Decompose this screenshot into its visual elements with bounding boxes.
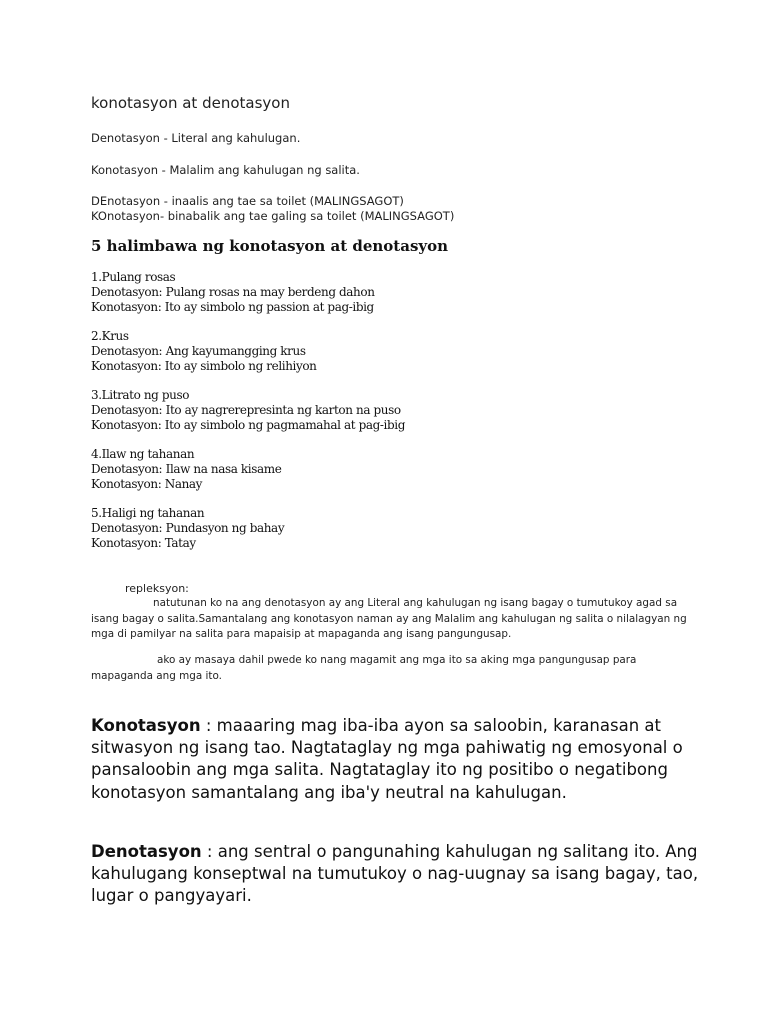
definition-term: Konotasyon xyxy=(91,716,201,735)
example-konotasyon: Konotasyon: Ito ay simbolo ng pagmamahal at pag-ibig xyxy=(91,418,405,432)
konotasyon-definition xyxy=(91,715,711,804)
denotasyon-definition xyxy=(91,841,711,908)
document-title: konotasyon at denotasyon xyxy=(91,94,290,112)
example-item xyxy=(91,447,281,492)
reflection-text: natutunan ko na ang denotasyon ay ang Literal ang kahulugan ng isang bagay o tumutukoy agad sa isang bagay o salita.Samantalang ang konotasyon naman ay ang Malalim ang kahulugan ng salita o nilalagyan ng mga di pamilyar na salita para mapaisip at mapaganda ang isang pangungusap. xyxy=(91,597,687,640)
example-denotasyon: Denotasyon: Ito ay nagrerepresinta ng karton na puso xyxy=(91,403,401,417)
example-konotasyon: Konotasyon: Ito ay simbolo ng passion at pag-ibig xyxy=(91,300,374,314)
example-word: 1.Pulang rosas xyxy=(91,270,176,284)
definition-text: : ang sentral o pangunahing kahulugan ng salitang ito. Ang kahulugang konseptwal na tumutukoy o nag-uugnay sa isang bagay, tao, lugar o pangyayari. xyxy=(91,842,699,906)
definition-konotasyon: Konotasyon - Malalim ang kahulugan ng salita. xyxy=(91,163,360,177)
example-item xyxy=(91,506,284,551)
example-denotasyon: Denotasyon: Pulang rosas na may berdeng dahon xyxy=(91,285,375,299)
examples-heading: 5 halimbawa ng konotasyon at denotasyon xyxy=(91,237,449,255)
example-word: 5.Haligi ng tahanan xyxy=(91,506,205,520)
example-item xyxy=(91,388,405,433)
reflection-label: repleksyon: xyxy=(125,582,189,595)
definition-text: : maaaring mag iba-iba ayon sa saloobin, karanasan at sitwasyon ng isang tao. Nagtataglay ng mga pahiwatig ng emosyonal o pansaloobin ang mga salita. Nagtataglay ito ng positibo o negatibong konotasyon samantalang ang iba'y neutral na kahulugan. xyxy=(91,716,683,802)
definition-denotasyon: Denotasyon - Literal ang kahulugan. xyxy=(91,131,301,145)
example-word: 4.Ilaw ng tahanan xyxy=(91,447,195,461)
example-item xyxy=(91,329,317,374)
example-word: 3.Litrato ng puso xyxy=(91,388,190,402)
example-konotasyon: Konotasyon: Ito ay simbolo ng relihiyon xyxy=(91,359,317,373)
joke-definition-denotasyon: DEnotasyon - inaalis ang tae sa toilet (MALINGSAGOT) xyxy=(91,194,404,208)
reflection-text: ako ay masaya dahil pwede ko nang magamit ang mga ito sa aking mga pangungusap para mapaganda ang mga ito. xyxy=(91,654,637,682)
example-denotasyon: Denotasyon: Ilaw na nasa kisame xyxy=(91,462,282,476)
example-word: 2.Krus xyxy=(91,329,129,343)
example-denotasyon: Denotasyon: Pundasyon ng bahay xyxy=(91,521,285,535)
example-konotasyon: Konotasyon: Nanay xyxy=(91,477,203,491)
definition-term: Denotasyon xyxy=(91,842,202,861)
joke-definition-konotasyon: KOnotasyon- binabalik ang tae galing sa toilet (MALINGSAGOT) xyxy=(91,209,455,223)
reflection-paragraph xyxy=(91,596,691,643)
example-item xyxy=(91,270,375,315)
reflection-paragraph xyxy=(91,653,691,684)
example-konotasyon: Konotasyon: Tatay xyxy=(91,536,196,550)
example-denotasyon: Denotasyon: Ang kayumangging krus xyxy=(91,344,306,358)
